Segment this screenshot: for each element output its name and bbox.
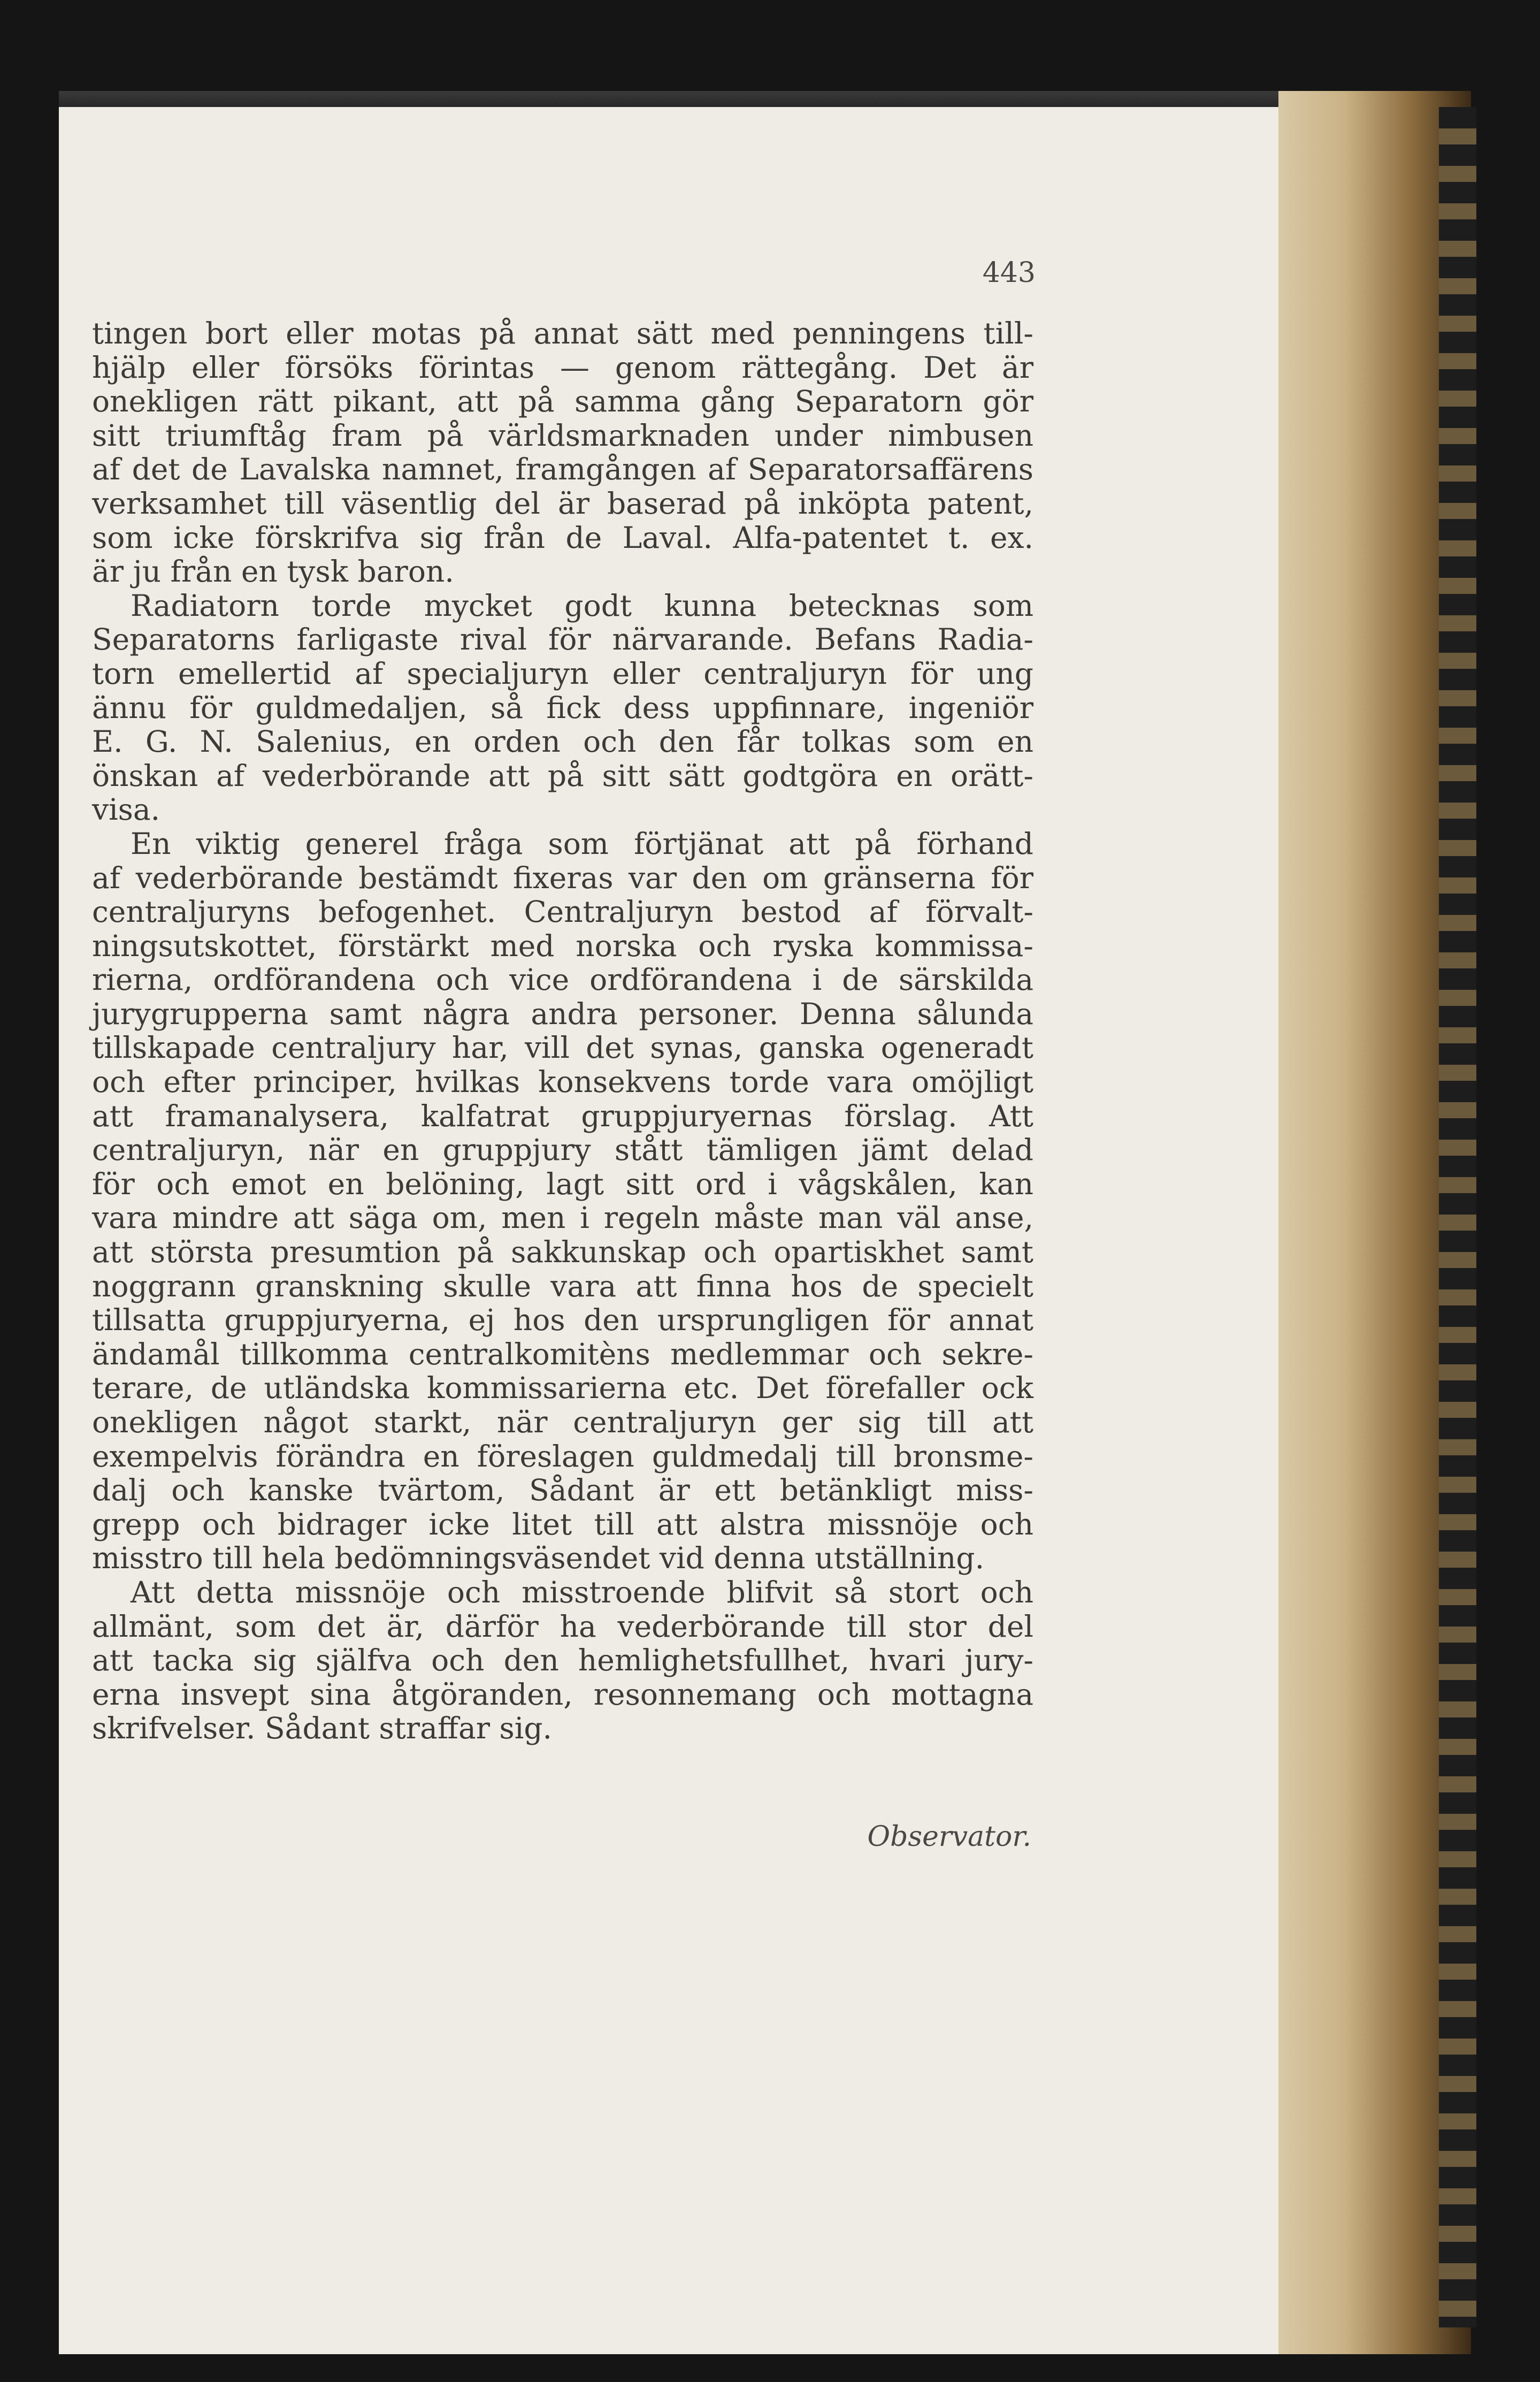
text-line: att tacka sig själfva och den hemlighetsfullhet, hvari jury- (92, 1643, 1033, 1678)
text-line: terare, de utländska kommissarierna etc. Det förefaller ock (92, 1371, 1033, 1406)
text-line: att framanalysera, kalfatrat gruppjuryernas förslag. Att (92, 1098, 1033, 1133)
text-line: onekligen något starkt, när centraljuryn ger sig till att (92, 1405, 1033, 1439)
text-line: erna insvept sina åtgöranden, resonnemang och mottagna (92, 1677, 1033, 1712)
text-line: skrifvelser. Sådant straffar sig. (92, 1711, 553, 1746)
text-line: misstro till hela bedömningsväsendet vid denna utställning. (92, 1541, 985, 1576)
text-line: tingen bort eller motas på annat sätt med penningens till- (92, 316, 1033, 350)
text-line: för och emot en belöning, lagt sitt ord i vågskålen, kan (92, 1166, 1033, 1201)
page-number: 443 (982, 257, 1036, 289)
text-line: torn emellertid af specialjuryn eller centraljuryn för ung (92, 656, 1033, 691)
text-line: af vederbörande bestämdt fixeras var den om gränserna för (92, 860, 1033, 895)
body-text (92, 317, 1033, 1746)
text-line: som icke förskrifva sig från de Laval. Alfa-patentet t. ex. (92, 520, 1033, 555)
text-line: centraljuryn, när en gruppjury stått tämligen jämt delad (92, 1133, 1033, 1167)
paragraph-2 (92, 589, 1033, 827)
text-line: sitt triumftåg fram på världsmarknaden under nimbusen (92, 418, 1033, 453)
paragraph-1 (92, 317, 1033, 589)
text-line: visa. (92, 792, 160, 827)
paragraph-3 (92, 827, 1033, 1576)
text-line: Separatorns farligaste rival för närvarande. Befans Radia- (92, 622, 1033, 657)
text-line: önskan af vederbörande att på sitt sätt godtgöra en orätt- (92, 758, 1033, 793)
text-line: allmänt, som det är, därför ha vederbörande till stor del (92, 1609, 1033, 1644)
text-line: hjälp eller försöks förintas — genom rättegång. Det är (92, 350, 1033, 385)
text-line: dalj och kanske tvärtom, Sådant är ett betänkligt miss- (92, 1473, 1033, 1508)
text-line: är ju från en tysk baron. (92, 554, 454, 589)
text-line: ändamål tillkomma centralkomitèns medlemmar och sekre- (92, 1337, 1033, 1371)
text-line: onekligen rätt pikant, att på samma gång Separatorn gör (92, 384, 1033, 419)
text-line: E. G. N. Salenius, en orden och den får tolkas som en (92, 724, 1033, 759)
author-signature: Observator. (867, 1821, 1031, 1853)
text-line: tillsatta gruppjuryerna, ej hos den ursprungligen för annat (92, 1303, 1033, 1338)
text-line: tillskapade centraljury har, vill det synas, ganska ogeneradt (92, 1030, 1033, 1065)
text-line: Radiatorn torde mycket godt kunna betecknas som (131, 588, 1033, 623)
text-line: jurygrupperna samt några andra personer. Denna sålunda (92, 996, 1033, 1031)
text-line: rierna, ordförandena och vice ordförandena i de särskilda (92, 963, 1033, 997)
text-line: ännu för guldmedaljen, så fick dess uppfinnare, ingeniör (92, 690, 1033, 725)
text-line: grepp och bidrager icke litet till att alstra missnöje och (92, 1507, 1033, 1541)
text-line: att största presumtion på sakkunskap och opartiskhet samt (92, 1235, 1033, 1270)
text-line: verksamhet till väsentlig del är baserad på inköpta patent, (92, 486, 1033, 521)
paragraph-4 (92, 1576, 1033, 1746)
text-line: af det de Lavalska namnet, framgången af Separatorsaffärens (92, 452, 1033, 487)
text-line: och efter principer, hvilkas konsekvens torde vara omöjligt (92, 1065, 1033, 1100)
text-line: Att detta missnöje och misstroende blifvit så stort och (131, 1575, 1033, 1609)
text-line: vara mindre att säga om, men i regeln måste man väl anse, (92, 1201, 1033, 1235)
page-edges (1439, 107, 1476, 2327)
text-line: noggrann granskning skulle vara att finna hos de specielt (92, 1269, 1033, 1303)
text-line: ningsutskottet, förstärkt med norska och ryska kommissa- (92, 928, 1033, 963)
text-line: exempelvis förändra en föreslagen guldmedalj till bronsme- (92, 1439, 1033, 1474)
text-line: centraljuryns befogenhet. Centraljuryn bestod af förvalt- (92, 895, 1033, 929)
text-line: En viktig generel fråga som förtjänat att på förhand (131, 826, 1033, 861)
